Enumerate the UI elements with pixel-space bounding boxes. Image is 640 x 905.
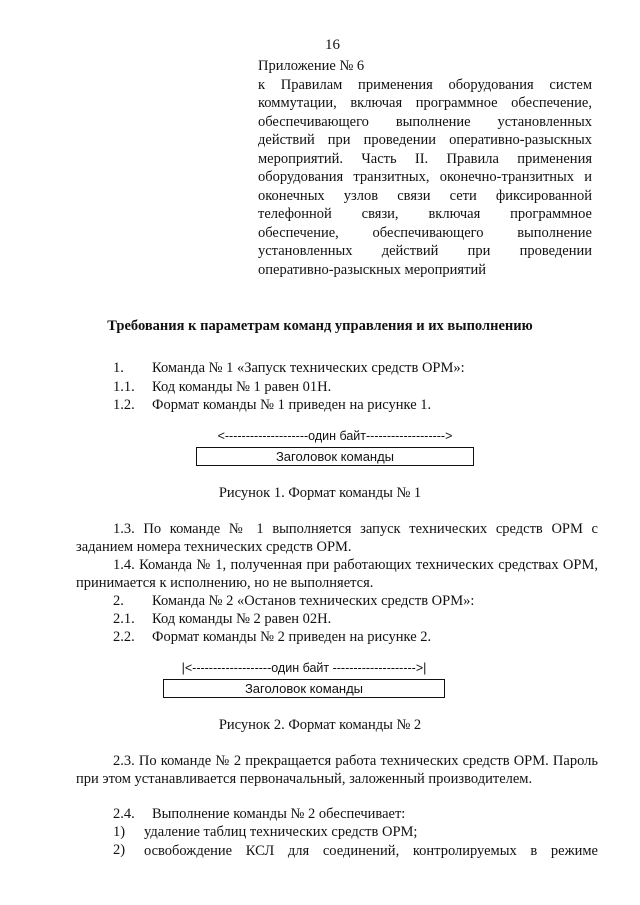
list-item-2-number: 2)	[113, 842, 126, 858]
figure-1-box: Заголовок команды	[196, 447, 474, 466]
item-2-text: Команда № 2 «Останов технических средств ОРМ»:	[152, 593, 475, 609]
item-2-1-text: Код команды № 2 равен 02Н.	[152, 611, 332, 627]
figure-2-caption: Рисунок 2. Формат команды № 2	[218, 717, 422, 733]
paragraph-1-4: 1.4. Команда № 1, полученная при работающих технических средствах ОРМ, принимается к исполнению, но не выполняется.	[76, 557, 598, 591]
item-1-text: Команда № 1 «Запуск технических средств ОРМ»:	[152, 360, 465, 376]
item-2-4-text: Выполнение команды № 2 обеспечивает:	[152, 806, 406, 822]
list-item-2-text: освобождение КСЛ для соединений, контролируемых в режиме	[144, 843, 598, 859]
item-1-1-number: 1.1.	[113, 379, 135, 395]
figure-2-byte-arrow: |<-------------------один байт -------------------->|	[181, 661, 427, 675]
paragraph-2-3: 2.3. По команде № 2 прекращается работа технических средств ОРМ. Пароль при этом устанавливается первоначальный, заложенный производителем.	[76, 753, 598, 787]
item-2-1-number: 2.1.	[113, 611, 135, 627]
section-heading: Требования к параметрам команд управления и их выполнению	[107, 318, 533, 334]
list-item-1-text: удаление таблиц технических средств ОРМ;	[144, 824, 418, 840]
appendix-title: Приложение № 6	[258, 58, 365, 74]
item-1-2-text: Формат команды № 1 приведен на рисунке 1.	[152, 397, 432, 413]
item-1-number: 1.	[113, 360, 124, 376]
item-2-number: 2.	[113, 593, 124, 609]
figure-1-caption: Рисунок 1. Формат команды № 1	[218, 485, 422, 501]
item-1-1-text: Код команды № 1 равен 01Н.	[152, 379, 332, 395]
paragraph-1-3: 1.3. По команде № 1 выполняется запуск технических средств ОРМ с заданием номера технических средств ОРМ.	[76, 521, 598, 555]
list-item-1-number: 1)	[113, 824, 126, 840]
item-2-2-text: Формат команды № 2 приведен на рисунке 2.	[152, 629, 432, 645]
item-1-2-number: 1.2.	[113, 397, 135, 413]
appendix-block	[258, 57, 592, 279]
figure-2-box: Заголовок команды	[163, 679, 445, 698]
item-2-4-number: 2.4.	[113, 806, 135, 822]
page-number: 16	[325, 37, 340, 53]
figure-1-byte-arrow: <--------------------один байт------------------->	[217, 429, 453, 443]
appendix-text: к Правилам применения оборудования систем коммутации, включая программное обеспечение, обеспечивающего выполнение установленных действий при проведении оперативно-разыскных мероприятий. Часть II. Правила применения оборудования транзитных, оконечно-транзитных и оконечных узлов связи сети фиксированной телефонной связи, включая программное обеспечение, обеспечивающего выполнение установленных действий при проведении оперативно-разыскных мероприятий	[258, 76, 592, 278]
item-2-2-number: 2.2.	[113, 629, 135, 645]
